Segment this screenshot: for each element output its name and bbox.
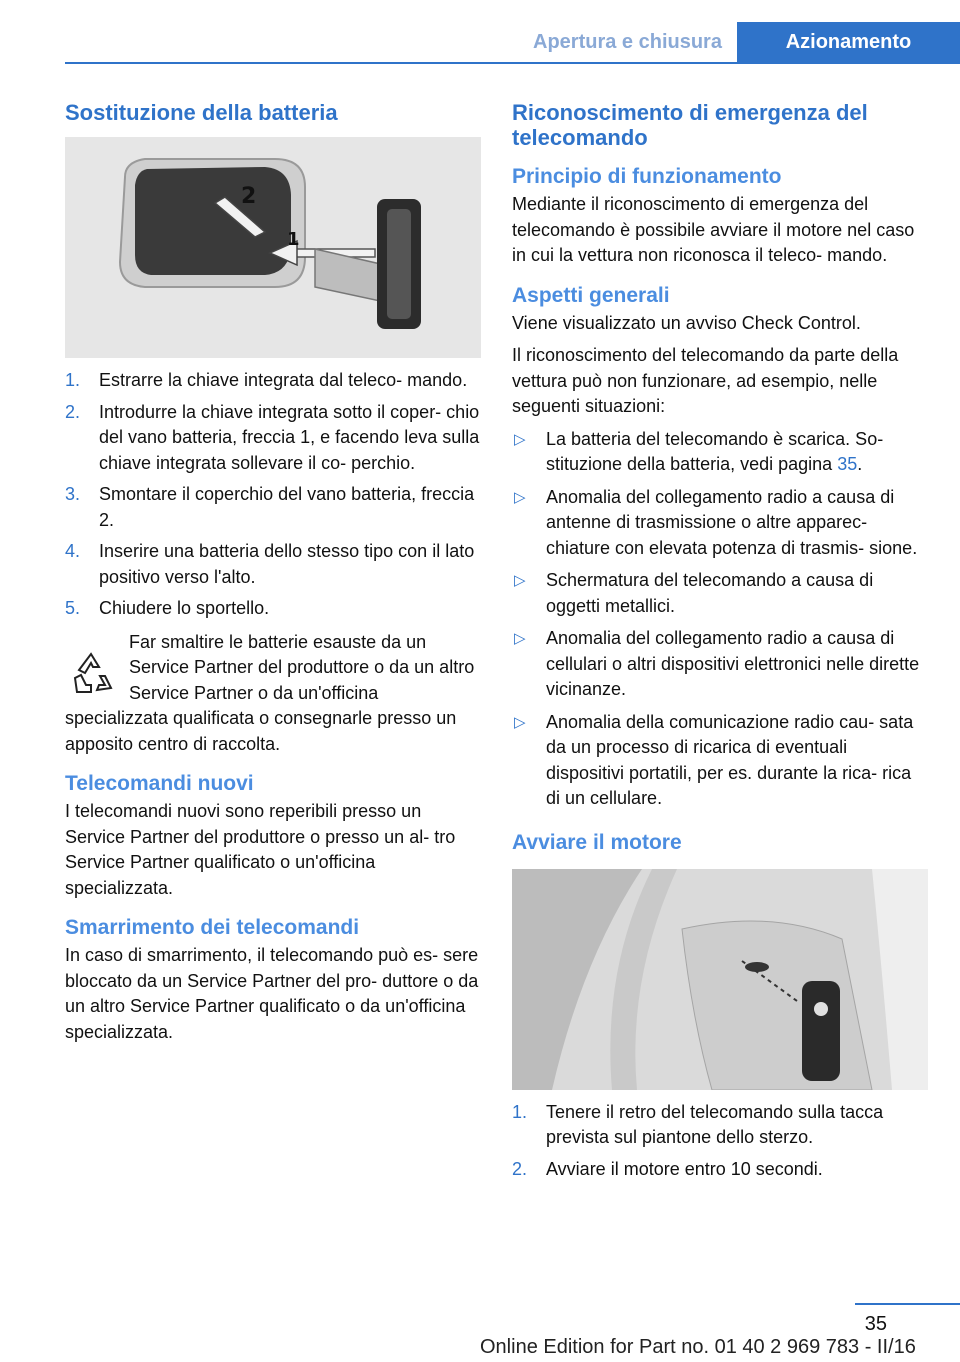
new-keys-title: Telecomandi nuovi — [65, 772, 254, 795]
general-text-2: Il riconoscimento del telecomando da parte della vettura può non funzionare, ad esempio, nelle seguenti situazioni: — [512, 345, 899, 416]
lost-keys-text: In caso di smarrimento, il telecomando può es- sere bloccato da un Service Partner del pro- duttore o da un altro Service Partner qualificato o da un'officina specializzata. — [65, 945, 479, 1042]
start-steps — [512, 1100, 930, 1183]
header-section-tab[interactable]: Apertura e chiusura — [533, 31, 722, 53]
lost-keys-title: Smarrimento dei telecomandi — [65, 916, 360, 939]
step-item: 5. Chiudere lo sportello. — [65, 598, 270, 618]
list-item: ▷ La batteria del telecomando è scarica. So- stituzione della batteria, vedi pagina 35. — [514, 428, 884, 474]
triangle-bullet-icon: ▷ — [514, 572, 526, 589]
list-item: ▷ Anomalia del collegamento radio a causa di cellulari o altri dispositivi elettronici nelle dirette vicinanze. — [514, 628, 920, 699]
battery-replacement-figure — [65, 137, 481, 358]
general-text-1: Viene visualizzato un avviso Check Control. — [512, 312, 861, 333]
step-item: 1. Tenere il retro del telecomando sulla tacca prevista sul piantone dello sterzo. — [512, 1101, 884, 1147]
step-item: 1. Estrarre la chiave integrata dal teleco- mando. — [65, 370, 468, 390]
recycling-notice: Far smaltire le batterie esauste da un Service Partner del produttore o da un altro Service Partner o da un'officina specializzata qualificata o consegnarle presso un apposito centro di raccolta. — [65, 631, 475, 754]
arrow-label-1: 1 — [287, 229, 300, 250]
triangle-bullet-icon: ▷ — [514, 630, 526, 647]
left-column — [65, 100, 483, 1052]
recycling-icon — [65, 648, 117, 700]
general-title: Aspetti generali — [512, 283, 670, 307]
edition-note: Online Edition for Part no. 01 40 2 969 783 - II/16 — [480, 1336, 916, 1358]
step-item: 4. Inserire una batteria dello stesso tipo con il lato positivo verso l'alto. — [65, 541, 475, 587]
battery-steps — [65, 368, 483, 622]
principle-text: Mediante il riconoscimento di emergenza del telecomando è possibile avviare il motore nel caso in cui la vettura non riconosca il teleco- mando. — [512, 194, 915, 265]
right-column — [512, 100, 930, 1190]
start-engine-title: Avviare il motore — [512, 830, 682, 854]
list-item: ▷ Anomalia della comunicazione radio cau- sata da un processo di ricarica di eventuali dispositivi portatili, per es. durante la rica- rica di un cellulare. — [514, 711, 914, 808]
page-number: 35 — [864, 1313, 887, 1335]
battery-replacement-title: Sostituzione della batteria — [65, 100, 338, 125]
arrow-label-2: 2 — [241, 184, 257, 209]
situations-list — [512, 427, 930, 812]
page-link[interactable]: 35 — [837, 454, 858, 474]
header-rule — [65, 62, 960, 64]
triangle-bullet-icon: ▷ — [514, 488, 526, 506]
header-active-tab[interactable]: Azionamento — [737, 22, 960, 62]
start-engine-figure — [512, 869, 928, 1090]
step-item: 3. Smontare il coperchio del vano batteria, freccia 2. — [65, 484, 475, 530]
emergency-detection-title: Riconoscimento di emergenza del telecomando — [512, 100, 868, 150]
list-item: ▷ Schermatura del telecomando a causa di oggetti metallici. — [514, 570, 874, 616]
new-keys-text: I telecomandi nuovi sono reperibili presso un Service Partner del produttore o presso un al- tro Service Partner qualificato o un'officina specializzata. — [65, 801, 456, 898]
list-item: ▷ Anomalia del collegamento radio a causa di antenne di trasmissione o altre apparec- chiature con elevata potenza di trasmis- sione. — [514, 486, 918, 558]
triangle-bullet-icon: ▷ — [514, 713, 526, 731]
principle-title: Principio di funzionamento — [512, 165, 782, 188]
step-item: 2. Avviare il motore entro 10 secondi. — [512, 1158, 823, 1179]
triangle-bullet-icon: ▷ — [514, 430, 526, 448]
step-item: 2. Introdurre la chiave integrata sotto il coper- chio del vano batteria, freccia 1, e facendo leva sulla chiave integrata sollevare il co- perchio. — [65, 401, 480, 473]
footer-rule — [855, 1303, 960, 1305]
